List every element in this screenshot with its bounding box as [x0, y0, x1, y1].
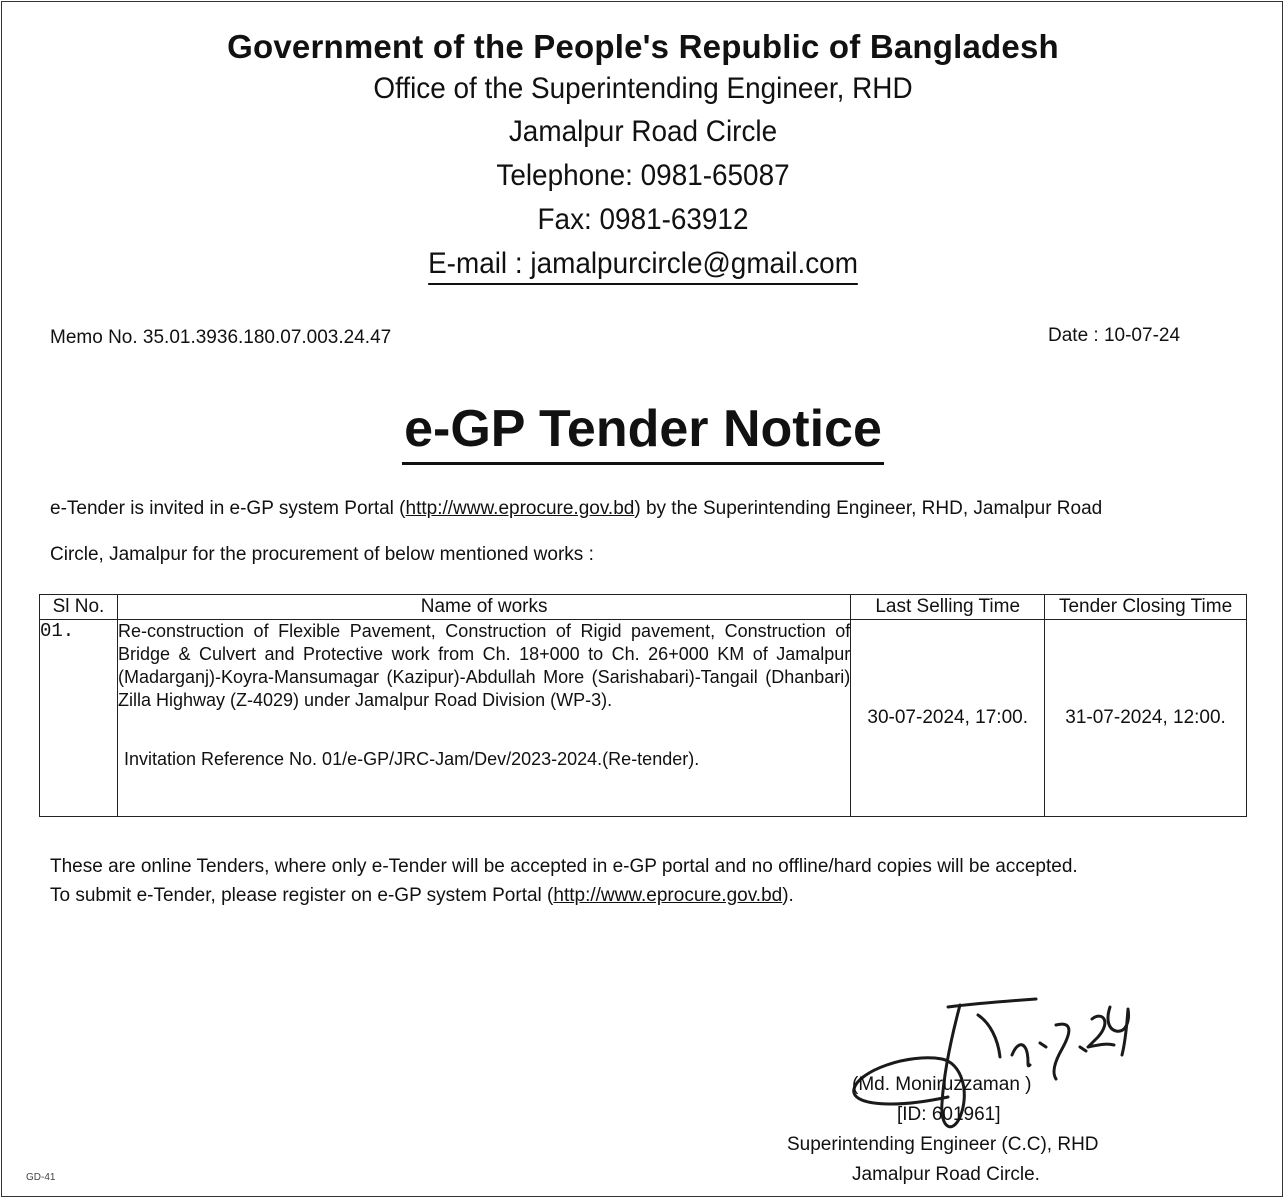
cell-name-of-works: [117, 620, 850, 817]
footer-line-2: To submit e-Tender, please register on e-GP system Portal (http://www.eprocure.gov.bd).: [50, 885, 794, 906]
fax: Fax: 0981-63912: [537, 203, 749, 236]
header-last-selling-time: Last Selling Time: [851, 595, 1045, 620]
signatory-name: (Md. Moniruzzaman ): [852, 1074, 1032, 1095]
email: E-mail : jamalpurcircle@gmail.com: [428, 247, 858, 285]
work-description: Re-construction of Flexible Pavement, Construction of Rigid pavement, Construction of Bridge & Culvert and Protective work from Ch. 18+000 to Ch. 26+000 KM of Jamalpur (Madarganj)-Koyra-Mansumagar (Kazipur)-Abdullah More (Sarishabari)-Tangail (Dhanbari) Zilla Highway (Z-4029) under Jamalpur Road Division (WP-3).: [117, 621, 851, 710]
header-name-of-works: Name of works: [117, 595, 850, 620]
cell-tender-closing-time: 31-07-2024, 12:00.: [1045, 620, 1247, 817]
header-tender-closing-time: Tender Closing Time: [1045, 595, 1247, 620]
signatory-id: [ID: 601961]: [897, 1104, 1001, 1125]
cell-last-selling-time: 30-07-2024, 17:00.: [851, 620, 1045, 817]
signatory-office: Jamalpur Road Circle.: [852, 1164, 1040, 1185]
footer-notes: [50, 852, 1260, 910]
table-row: [40, 620, 1247, 817]
form-code: GD-41: [26, 1172, 56, 1183]
header-sl-no: Sl No.: [40, 595, 118, 620]
notice-title: e-GP Tender Notice: [402, 398, 884, 465]
footer-line-1: These are online Tenders, where only e-Tender will be accepted in e-GP portal and no offline/hard copies will be accepted.: [50, 856, 1078, 877]
office-name: Office of the Superintending Engineer, RHD: [373, 72, 913, 105]
signatory-designation: Superintending Engineer (C.C), RHD: [787, 1134, 1099, 1155]
government-heading: Government of the People's Republic of Bangladesh: [227, 28, 1059, 65]
invitation-reference: Invitation Reference No. 01/e-GP/JRC-Jam/Dev/2023-2024.(Re-tender).: [123, 749, 700, 769]
eprocure-link-footer[interactable]: http://www.eprocure.gov.bd: [553, 885, 783, 906]
circle-name: Jamalpur Road Circle: [508, 115, 778, 148]
intro-line-2: Circle, Jamalpur for the procurement of below mentioned works :: [50, 544, 594, 565]
works-table: [39, 594, 1247, 817]
memo-number: Memo No. 35.01.3936.180.07.003.24.47: [50, 327, 392, 348]
handwritten-signature-image: [840, 985, 1140, 1155]
memo-date: Date : 10-07-24: [1048, 325, 1181, 346]
table-header-row: [40, 595, 1247, 620]
intro-line-1: e-Tender is invited in e-GP system Portal (http://www.eprocure.gov.bd) by the Superintending Engineer, RHD, Jamalpur Road: [50, 498, 1103, 519]
telephone: Telephone: 0981-65087: [496, 159, 790, 192]
eprocure-link[interactable]: http://www.eprocure.gov.bd: [405, 498, 635, 519]
cell-sl-no: 01.: [40, 620, 118, 817]
